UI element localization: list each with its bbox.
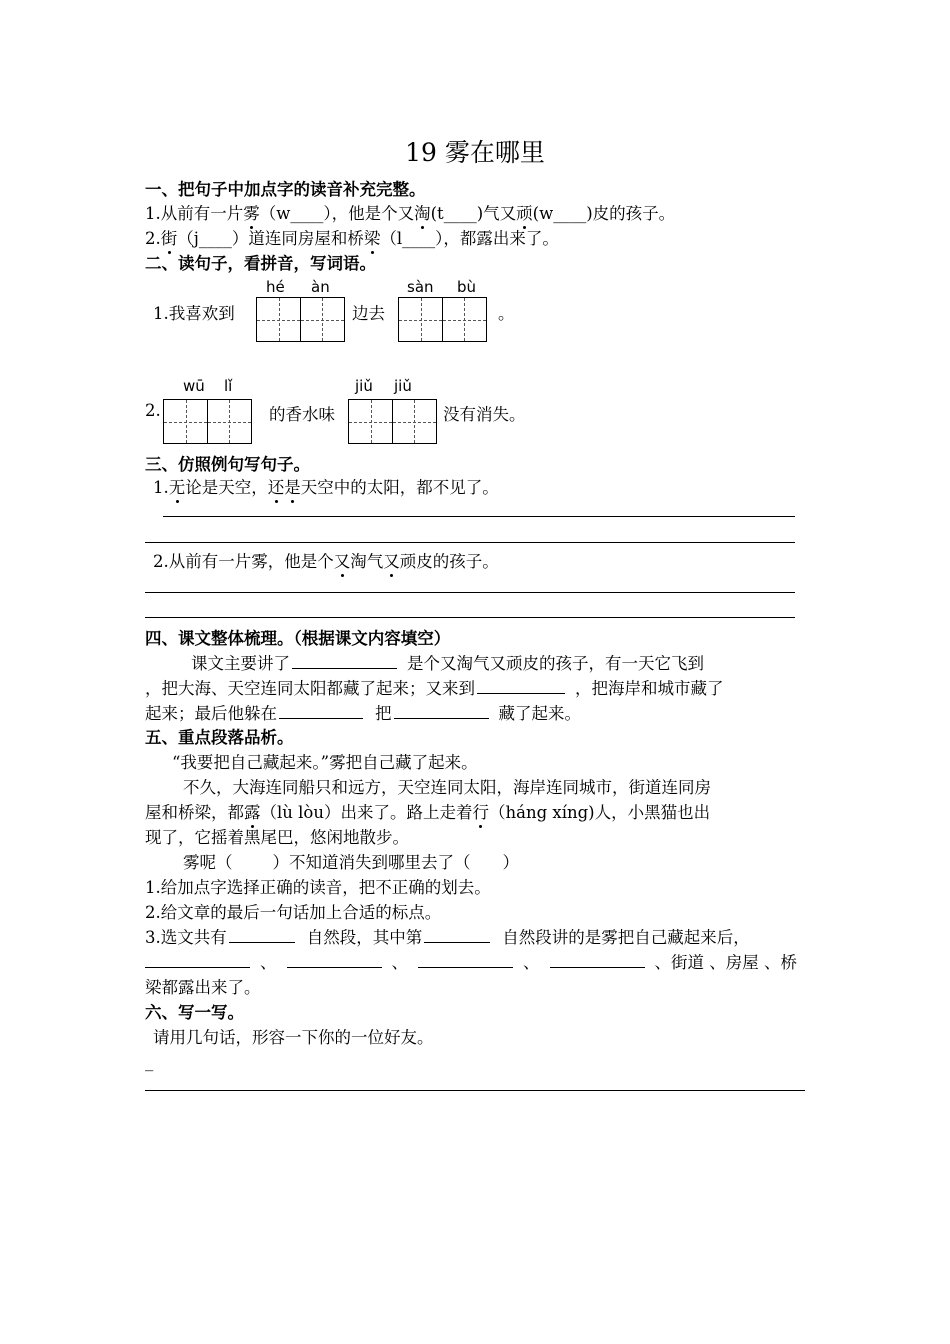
passage-line: “我要把自己藏起来。”雾把自己藏了起来。 [172, 753, 478, 772]
section-3-heading: 三、仿照例句写句子。 [145, 455, 310, 474]
q2-end: 没有消失。 [443, 405, 526, 424]
section-1-heading: 一、把句子中加点字的读音补充完整。 [145, 180, 426, 199]
s1-line-1: 1.从前有一片雾（w____），他是个又淘(t____)气又顽(w____)皮的孩子。 [145, 204, 676, 223]
fill-blank[interactable] [418, 953, 513, 968]
q2-middle: 的香水味 [269, 405, 335, 424]
fill-blank[interactable] [145, 953, 250, 968]
s5-question-3-cont: 、 、 、 、街道 、房屋 、桥 [145, 949, 797, 973]
s5-question-2: 2.给文章的最后一句话加上合适的标点。 [145, 903, 442, 922]
writing-grid-he-an[interactable] [256, 297, 345, 342]
fill-blank[interactable] [394, 704, 489, 719]
section-4-heading: 四、课文整体梳理。（根据课文内容填空） [145, 629, 451, 648]
pinyin: jiǔ [394, 377, 412, 395]
s1-line-2: 2.街（j____）道连同房屋和桥梁（l____），都露出来了。 [145, 229, 559, 248]
s4-line-3: 起来；最后他躲在 把 藏了起来。 [145, 704, 581, 723]
passage-line: 屋和桥梁，都露（lù lòu）出来了。路上走着行（háng xíng)人，小黑猫也出 [145, 803, 711, 822]
s4-line-1: 课文主要讲了 是个又淘气又顽皮的孩子，有一天它飞到 [191, 654, 704, 673]
pinyin: bù [457, 278, 477, 296]
writing-grid-jiu-jiu[interactable] [348, 399, 437, 444]
s4-line-2: ，把大海、天空连同太阳都藏了起来；又来到 ，把海岸和城市藏了 [145, 679, 724, 698]
fill-blank[interactable] [229, 928, 295, 943]
answer-line[interactable] [145, 542, 795, 543]
fill-blank[interactable] [279, 704, 363, 719]
writing-grid-wu-li[interactable] [163, 399, 252, 444]
answer-line[interactable] [163, 516, 795, 517]
pinyin: hé [266, 278, 285, 296]
answer-line[interactable] [145, 1090, 805, 1091]
fill-blank[interactable] [477, 679, 565, 694]
writing-prompt: 请用几句话，形容一下你的一位好友。 [153, 1028, 434, 1047]
pinyin: wū [183, 377, 205, 395]
q1-prefix: 1.我喜欢到 [153, 304, 235, 323]
q2-prefix: 2. [145, 401, 161, 420]
section-2-heading: 二、读句子，看拼音，写词语。 [145, 254, 376, 273]
fill-blank[interactable] [287, 953, 382, 968]
page-title: 19 雾在哪里 [405, 138, 545, 167]
answer-line[interactable] [145, 617, 795, 618]
fill-blank[interactable] [292, 654, 397, 669]
s5-question-3-end: 梁都露出来了。 [145, 978, 261, 997]
line-start-mark: _ [145, 1052, 154, 1071]
section-5-heading: 五、重点段落品析。 [145, 728, 294, 747]
fill-blank[interactable] [424, 928, 490, 943]
section-6-heading: 六、写一写。 [145, 1003, 244, 1022]
pinyin: sàn [407, 278, 434, 296]
passage-line: 不久，大海连同船只和远方，天空连同太阳，海岸连同城市，街道连同房 [183, 778, 711, 797]
pinyin: jiǔ [355, 377, 373, 395]
s5-question-3: 3.选文共有 自然段，其中第 自然段讲的是雾把自己藏起来后， [145, 928, 750, 947]
q1-end: 。 [498, 304, 515, 323]
passage-line: 现了，它摇着黑尾巴，悠闲地散步。 [145, 828, 409, 847]
passage-line: 雾呢（ ）不知道消失到哪里去了（ ） [183, 853, 519, 872]
answer-line[interactable] [145, 592, 795, 593]
s5-question-1: 1.给加点字选择正确的读音，把不正确的划去。 [145, 878, 491, 897]
writing-grid-san-bu[interactable] [398, 297, 487, 342]
q1-middle: 边去 [352, 304, 385, 323]
s3-example-1: 1.无论是天空，还是天空中的太阳，都不见了。 [153, 478, 499, 497]
pinyin: lǐ [224, 377, 233, 395]
pinyin: àn [311, 278, 330, 296]
s3-example-2: 2.从前有一片雾，他是个又淘气又顽皮的孩子。 [153, 552, 499, 571]
fill-blank[interactable] [550, 953, 645, 968]
